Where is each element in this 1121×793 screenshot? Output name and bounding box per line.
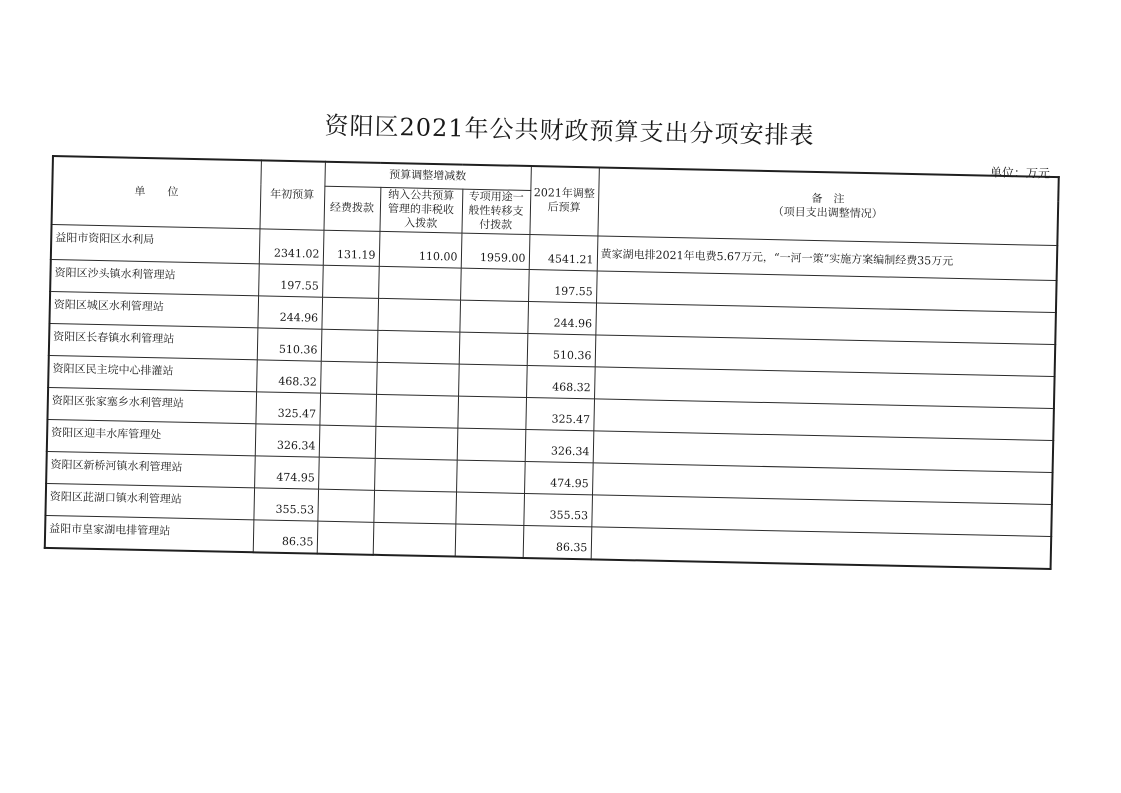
remark-cell: 黄家湖电排2021年电费5.67万元，“一河一策”实施方案编制经费35万元: [597, 235, 1058, 280]
initial-budget-cell: 325.47: [255, 391, 320, 424]
transfer-cell: [455, 524, 524, 558]
page-title: 资阳区2021年公共财政预算支出分项安排表: [324, 111, 815, 150]
fund-allocation-cell: [317, 489, 374, 522]
non-tax-cell: 110.00: [379, 231, 462, 268]
fund-allocation-cell: [322, 265, 379, 298]
header-adjusted-budget: 2021年调整后预算: [529, 166, 598, 235]
adjusted-budget-cell: 86.35: [523, 525, 592, 559]
budget-table: [44, 155, 1060, 570]
transfer-cell: [457, 396, 526, 429]
non-tax-cell: [378, 266, 461, 300]
initial-budget-cell: 244.96: [257, 295, 322, 328]
header-remark-title: 备 注: [811, 192, 845, 206]
header-unit: 单 位: [52, 156, 261, 228]
fund-allocation-cell: [319, 393, 376, 426]
transfer-cell: [459, 332, 528, 365]
unit-cell: 益阳市皇家湖电排管理站: [45, 515, 254, 552]
fund-allocation-cell: [319, 425, 376, 458]
adjusted-budget-cell: 326.34: [525, 429, 594, 462]
transfer-cell: [458, 364, 527, 397]
header-adjustment-group: 预算调整增减数: [324, 162, 530, 190]
initial-budget-cell: 86.35: [253, 519, 318, 553]
transfer-cell: [456, 460, 525, 493]
header-fund-allocation: 经费拨款: [323, 186, 380, 231]
non-tax-cell: [374, 458, 457, 492]
adjusted-budget-cell: 4541.21: [529, 234, 598, 270]
header-non-tax: 纳入公共预算管理的非税收入拨款: [379, 187, 462, 233]
transfer-cell: [455, 492, 524, 525]
fund-allocation-cell: [320, 361, 377, 394]
non-tax-cell: [376, 362, 459, 396]
adjusted-budget-cell: 355.53: [523, 493, 592, 526]
unit-label: 单位：万元: [989, 165, 1051, 181]
adjusted-budget-cell: 197.55: [528, 269, 597, 302]
fund-allocation-cell: [317, 521, 374, 555]
header-initial-budget: 年初预算: [260, 160, 325, 229]
adjusted-budget-cell: 468.32: [526, 365, 595, 398]
initial-budget-cell: 468.32: [256, 359, 321, 392]
initial-budget-cell: 197.55: [258, 263, 323, 296]
non-tax-cell: [377, 330, 460, 364]
unit-cell: 资阳区茈湖口镇水利管理站: [45, 483, 254, 519]
unit-cell: 资阳区民主垸中心排灌站: [48, 355, 257, 391]
fund-allocation-cell: 131.19: [323, 230, 380, 266]
unit-cell: 资阳区城区水利管理站: [49, 291, 258, 327]
non-tax-cell: [377, 298, 460, 332]
initial-budget-cell: 474.95: [254, 455, 319, 488]
unit-cell: 资阳区迎丰水库管理处: [47, 419, 256, 455]
initial-budget-cell: 2341.02: [259, 228, 324, 264]
transfer-cell: [459, 300, 528, 333]
budget-sheet: [44, 155, 1060, 570]
adjusted-budget-cell: 510.36: [527, 333, 596, 366]
transfer-cell: [457, 428, 526, 461]
non-tax-cell: [375, 394, 458, 428]
transfer-cell: 1959.00: [461, 233, 530, 269]
header-remark-subtitle: （项目支出调整情况）: [772, 205, 883, 221]
unit-cell: 益阳市资阳区水利局: [51, 224, 260, 263]
non-tax-cell: [373, 522, 456, 556]
adjusted-budget-cell: 325.47: [525, 397, 594, 430]
non-tax-cell: [373, 490, 456, 524]
non-tax-cell: [375, 426, 458, 460]
fund-allocation-cell: [321, 297, 378, 330]
adjusted-budget-cell: 474.95: [524, 461, 593, 494]
transfer-cell: [460, 268, 529, 301]
unit-cell: 资阳区张家塞乡水利管理站: [47, 387, 256, 423]
unit-cell: 资阳区沙头镇水利管理站: [50, 259, 259, 295]
fund-allocation-cell: [318, 457, 375, 490]
fund-allocation-cell: [321, 329, 378, 362]
adjusted-budget-cell: 244.96: [527, 301, 596, 334]
unit-cell: 资阳区新桥河镇水利管理站: [46, 451, 255, 487]
header-remark: [597, 167, 1058, 245]
initial-budget-cell: 326.34: [255, 423, 320, 456]
unit-cell: 资阳区长春镇水利管理站: [49, 323, 258, 359]
header-transfer: 专项用途一般性转移支付拨款: [461, 189, 530, 234]
initial-budget-cell: 510.36: [257, 327, 322, 360]
initial-budget-cell: 355.53: [253, 487, 318, 520]
